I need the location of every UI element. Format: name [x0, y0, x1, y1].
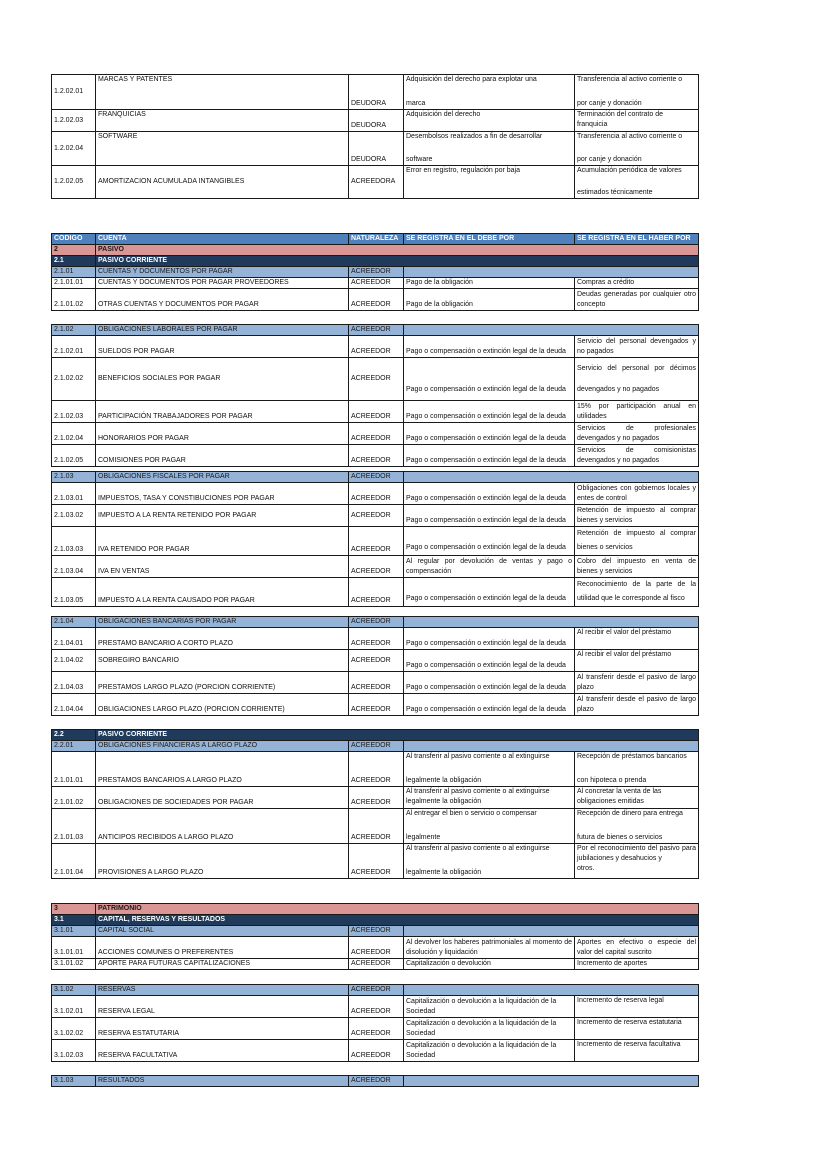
table-row — [52, 1018, 699, 1040]
group-row — [52, 325, 699, 336]
table-row — [52, 672, 699, 694]
debe-text: Pago o compensación o extinción legal de la deuda — [404, 358, 575, 401]
debe-text: Pago o compensación o extinción legal de la deuda — [404, 445, 575, 467]
account-name: OBLIGACIONES LARGO PLAZO (PORCION CORRIENTE) — [96, 694, 349, 716]
header-cuenta: CUENTA — [96, 234, 349, 245]
pasivo-table-1 — [51, 233, 699, 311]
haber-text: Incremento de reserva facultativa — [575, 1040, 699, 1062]
account-code: 3.1.02 — [52, 985, 96, 996]
table-row — [52, 358, 699, 401]
account-name: OBLIGACIONES LABORALES POR PAGAR — [96, 325, 349, 336]
debe-line: Al transferir al pasivo corriente o al extinguirse — [406, 845, 550, 852]
debe-text: Pago o compensación o extinción legal de la deuda — [404, 423, 575, 445]
account-nature: ACREEDOR — [349, 1040, 404, 1062]
table-row — [52, 445, 699, 467]
haber-text: Incremento de reserva legal — [575, 996, 699, 1018]
account-nature: ACREEDORA — [349, 166, 404, 199]
account-code: 2.2 — [52, 730, 96, 741]
account-code: 2 — [52, 245, 96, 256]
account-nature: ACREEDOR — [349, 267, 404, 278]
group-row — [52, 267, 699, 278]
haber-text: Al transferir desde el pasivo de largo plazo — [575, 672, 699, 694]
account-code: 2.1.04.02 — [52, 650, 96, 672]
table-row — [52, 289, 699, 311]
obligaciones-bancarias-table — [51, 616, 699, 716]
debe-text — [404, 75, 575, 110]
empty-cell — [404, 1076, 699, 1087]
debe-line: Al transferir al pasivo corriente o al extinguirse — [406, 788, 550, 795]
account-nature: ACREEDOR — [349, 423, 404, 445]
haber-text: Al recibir el valor del préstamo — [575, 628, 699, 650]
haber-text: Incremento de aportes — [575, 959, 699, 970]
account-code: 2.1.03.01 — [52, 483, 96, 505]
account-nature: ACREEDOR — [349, 289, 404, 311]
account-nature: ACREEDOR — [349, 336, 404, 358]
debe-line: legalmente la obligación — [406, 777, 482, 784]
table-row — [52, 650, 699, 672]
header-naturaleza: NATURALEZA — [349, 234, 404, 245]
account-code: 1.2.02.03 — [52, 110, 96, 132]
haber-line: Terminación del contrato de — [577, 111, 663, 118]
column-header-row — [52, 234, 699, 245]
account-nature: ACREEDOR — [349, 358, 404, 401]
empty-cell — [404, 325, 699, 336]
account-name: FRANQUICIAS — [96, 110, 349, 132]
table-row — [52, 75, 699, 110]
account-nature: ACREEDOR — [349, 556, 404, 578]
account-nature: ACREEDOR — [349, 752, 404, 787]
account-nature: ACREEDOR — [349, 401, 404, 423]
table-row — [52, 401, 699, 423]
subsection-row — [52, 256, 699, 267]
account-code: 2.1.01.02 — [52, 787, 96, 809]
table-row — [52, 483, 699, 505]
empty-cell — [404, 741, 699, 752]
debe-line: Desembolsos realizados a fin de desarrollar — [406, 133, 543, 140]
account-nature: ACREEDOR — [349, 937, 404, 959]
empty-cell — [404, 926, 699, 937]
account-code: 2.1.03.02 — [52, 505, 96, 527]
debe-text: Pago o compensación o extinción legal de la deuda — [404, 672, 575, 694]
debe-line: legalmente la obligación — [406, 798, 482, 805]
account-code: 2.1.01.03 — [52, 809, 96, 844]
obligaciones-fiscales-table — [51, 471, 699, 607]
account-code: 2.1 — [52, 256, 96, 267]
account-code: 3.1.03 — [52, 1076, 96, 1087]
account-nature: ACREEDOR — [349, 1018, 404, 1040]
account-code: 2.1.01.04 — [52, 844, 96, 879]
table-row — [52, 527, 699, 556]
account-name: AMORTIZACION ACUMULADA INTANGIBLES — [96, 166, 349, 199]
account-nature: ACREEDOR — [349, 505, 404, 527]
table-row — [52, 578, 699, 607]
account-name: COMISIONES POR PAGAR — [96, 445, 349, 467]
haber-text: Servicio del personal por décimos devengados y no pagados — [575, 358, 699, 401]
account-nature: ACREEDOR — [349, 617, 404, 628]
account-nature: ACREEDOR — [349, 445, 404, 467]
debe-text: Capitalización o devolución — [404, 959, 575, 970]
account-nature: ACREEDOR — [349, 996, 404, 1018]
account-name: SUELDOS POR PAGAR — [96, 336, 349, 358]
debe-text: Capitalización o devolución a la liquidación de la Sociedad — [404, 1018, 575, 1040]
account-nature: ACREEDOR — [349, 325, 404, 336]
account-name: OBLIGACIONES BANCARIAS POR PAGAR — [96, 617, 349, 628]
debe-line: Al transferir al pasivo corriente o al extinguirse — [406, 753, 550, 760]
debe-line: marca — [406, 100, 426, 107]
account-name: OBLIGACIONES FISCALES POR PAGAR — [96, 472, 349, 483]
section-row-pasivo — [52, 245, 699, 256]
debe-text — [404, 787, 575, 809]
section-row-patrimonio — [52, 904, 699, 915]
group-row — [52, 985, 699, 996]
haber-text: Cobro del impuesto en venta de bienes y servicios — [575, 556, 699, 578]
table-row — [52, 959, 699, 970]
empty-cell — [404, 472, 699, 483]
account-code: 2.1.02.02 — [52, 358, 96, 401]
table-row — [52, 1040, 699, 1062]
debe-line: Adquisición del derecho para explotar una — [406, 76, 537, 83]
empty-cell — [404, 267, 699, 278]
account-name: PROVISIONES A LARGO PLAZO — [96, 844, 349, 879]
debe-text — [404, 809, 575, 844]
account-code: 3.1.02.03 — [52, 1040, 96, 1062]
debe-line: Al entregar el bien o servicio o compensar — [406, 810, 537, 817]
group-row — [52, 741, 699, 752]
haber-line: otros. — [577, 865, 595, 872]
account-nature: ACREEDOR — [349, 628, 404, 650]
haber-line: futura de bienes o servicios — [577, 834, 663, 841]
account-name: BENEFICIOS SOCIALES POR PAGAR — [96, 358, 349, 401]
account-code: 2.1.03.03 — [52, 527, 96, 556]
haber-line: Acumulación periódica de valores — [577, 167, 682, 174]
haber-text: Servicios de profesionales devengados y no pagados — [575, 423, 699, 445]
account-nature: ACREEDOR — [349, 650, 404, 672]
account-code: 2.1.01.01 — [52, 278, 96, 289]
account-code: 2.1.04.04 — [52, 694, 96, 716]
account-nature: DEUDORA — [349, 75, 404, 110]
haber-text: Al recibir el valor del préstamo — [575, 650, 699, 672]
haber-line: obligaciones emitidas — [577, 798, 644, 805]
account-nature: DEUDORA — [349, 110, 404, 132]
account-nature: ACREEDOR — [349, 672, 404, 694]
account-code: 2.1.02 — [52, 325, 96, 336]
table-row — [52, 505, 699, 527]
table-row — [52, 996, 699, 1018]
table-row — [52, 166, 699, 199]
table-row — [52, 336, 699, 358]
account-name: RESERVA LEGAL — [96, 996, 349, 1018]
header-haber: SE REGISTRA EN EL HABER POR — [575, 234, 699, 245]
account-name: OBLIGACIONES DE SOCIEDADES POR PAGAR — [96, 787, 349, 809]
account-code: 2.1.04.01 — [52, 628, 96, 650]
haber-text — [575, 166, 699, 199]
account-name: SOBREGIRO BANCARIO — [96, 650, 349, 672]
account-code: 2.1.02.04 — [52, 423, 96, 445]
account-name: IMPUESTOS, TASA Y CONSTIBUCIONES POR PAGAR — [96, 483, 349, 505]
account-name: PASIVO CORRIENTE — [96, 256, 699, 267]
group-row — [52, 617, 699, 628]
account-name: CUENTAS Y DOCUMENTOS POR PAGAR PROVEEDORES — [96, 278, 349, 289]
haber-line: Por el reconocimiento del pasivo para jubilaciones y desahucios y — [577, 845, 697, 862]
haber-line: por canje y donación — [577, 156, 642, 163]
haber-text: Servicio del personal devengados y no pagados — [575, 336, 699, 358]
haber-text — [575, 110, 699, 132]
account-code: 2.1.01.01 — [52, 752, 96, 787]
group-row — [52, 926, 699, 937]
account-name: IMPUESTO A LA RENTA RETENIDO POR PAGAR — [96, 505, 349, 527]
haber-line: Recepción de dinero para entrega — [577, 810, 683, 817]
haber-text: Deudas generadas por cualquier otro concepto — [575, 289, 699, 311]
debe-text: Pago o compensación o extinción legal de la deuda — [404, 336, 575, 358]
account-name: PASIVO — [96, 245, 699, 256]
haber-text: Retención de impuesto al comprar bienes o servicios — [575, 527, 699, 556]
table-row — [52, 937, 699, 959]
account-nature: ACREEDOR — [349, 578, 404, 607]
table-row — [52, 423, 699, 445]
account-code: 1.2.02.04 — [52, 132, 96, 166]
account-name: CUENTAS Y DOCUMENTOS POR PAGAR — [96, 267, 349, 278]
haber-text: Al transferir desde el pasivo de largo plazo — [575, 694, 699, 716]
account-code: 2.1.02.05 — [52, 445, 96, 467]
account-code: 2.1.03.04 — [52, 556, 96, 578]
account-name: IVA EN VENTAS — [96, 556, 349, 578]
account-name: MARCAS Y PATENTES — [96, 75, 349, 110]
account-nature: ACREEDOR — [349, 741, 404, 752]
table-row — [52, 110, 699, 132]
debe-line: software — [406, 156, 433, 163]
account-nature: ACREEDOR — [349, 985, 404, 996]
haber-line: estimados técnicamente — [577, 189, 653, 196]
account-code: 2.2.01 — [52, 741, 96, 752]
account-nature: ACREEDOR — [349, 527, 404, 556]
debe-text: Pago de la obligación — [404, 278, 575, 289]
account-code: 3.1.02.02 — [52, 1018, 96, 1040]
haber-line: Transferencia al activo corriente o — [577, 76, 683, 83]
haber-text — [575, 809, 699, 844]
empty-cell — [404, 617, 699, 628]
debe-text: Pago o compensación o extinción legal de la deuda — [404, 650, 575, 672]
debe-text — [404, 132, 575, 166]
account-name: HONORARIOS POR PAGAR — [96, 423, 349, 445]
pasivo-largo-plazo-table — [51, 729, 699, 879]
haber-text: Obligaciones con gobiernos locales y entes de control — [575, 483, 699, 505]
account-code: 3.1.01 — [52, 926, 96, 937]
table-row — [52, 694, 699, 716]
haber-text — [575, 844, 699, 879]
patrimonio-table — [51, 903, 699, 970]
intangibles-table — [51, 74, 699, 199]
account-code: 2.1.03.05 — [52, 578, 96, 607]
account-code: 3.1 — [52, 915, 96, 926]
account-code: 1.2.02.05 — [52, 166, 96, 199]
account-name: OTRAS CUENTAS Y DOCUMENTOS POR PAGAR — [96, 289, 349, 311]
account-name: SOFTWARE — [96, 132, 349, 166]
haber-text: Incremento de reserva estatutaria — [575, 1018, 699, 1040]
table-row — [52, 556, 699, 578]
account-code: 3.1.01.01 — [52, 937, 96, 959]
haber-text — [575, 787, 699, 809]
account-nature: ACREEDOR — [349, 1076, 404, 1087]
group-row — [52, 1076, 699, 1087]
debe-text: Capitalización o devolución a la liquidación de la Sociedad — [404, 1040, 575, 1062]
table-row — [52, 278, 699, 289]
account-name: ANTICIPOS RECIBIDOS A LARGO PLAZO — [96, 809, 349, 844]
account-nature: ACREEDOR — [349, 787, 404, 809]
debe-text: Al devolver los haberes patrimoniales al momento de disolución y liquidación — [404, 937, 575, 959]
account-name: RESERVA ESTATUTARIA — [96, 1018, 349, 1040]
account-code: 2.1.02.01 — [52, 336, 96, 358]
account-nature: ACREEDOR — [349, 926, 404, 937]
haber-line: Recepción de préstamos bancarios — [577, 753, 687, 760]
account-nature: DEUDORA — [349, 132, 404, 166]
account-name: CAPITAL, RESERVAS Y RESULTADOS — [96, 915, 699, 926]
haber-text — [575, 75, 699, 110]
account-nature: ACREEDOR — [349, 483, 404, 505]
account-name: APORTE PARA FUTURAS CAPITALIZACIONES — [96, 959, 349, 970]
haber-text: Retención de impuesto al comprar bienes y servicios — [575, 505, 699, 527]
account-nature: ACREEDOR — [349, 844, 404, 879]
obligaciones-laborales-table — [51, 324, 699, 467]
account-nature: ACREEDOR — [349, 694, 404, 716]
account-code: 3.1.02.01 — [52, 996, 96, 1018]
account-name: RESERVA FACULTATIVA — [96, 1040, 349, 1062]
account-code: 2.1.04.03 — [52, 672, 96, 694]
debe-text: Pago o compensación o extinción legal de la deuda — [404, 483, 575, 505]
debe-text: Pago o compensación o extinción legal de la deuda — [404, 401, 575, 423]
group-row — [52, 472, 699, 483]
debe-text: Capitalización o devolución a la liquidación de la Sociedad — [404, 996, 575, 1018]
debe-text: Pago de la obligación — [404, 289, 575, 311]
account-nature: ACREEDOR — [349, 472, 404, 483]
debe-text: Pago o compensación o extinción legal de la deuda — [404, 694, 575, 716]
haber-line: Al concretar la venta de las — [577, 788, 662, 795]
header-codigo: CODIGO — [52, 234, 96, 245]
table-row — [52, 844, 699, 879]
account-name: PASIVO CORRIENTE — [96, 730, 699, 741]
debe-line: legalmente la obligación — [406, 869, 482, 876]
empty-cell — [404, 985, 699, 996]
debe-line: legalmente — [406, 834, 441, 841]
haber-text: 15% por participación anual en utilidades — [575, 401, 699, 423]
haber-text — [575, 132, 699, 166]
account-name: RESULTADOS — [96, 1076, 349, 1087]
debe-text: Error en registro, regulación por baja — [404, 166, 575, 199]
account-name: PRESTAMO BANCARIO A CORTO PLAZO — [96, 628, 349, 650]
haber-text: Servicios de comisionistas devengados y no pagados — [575, 445, 699, 467]
account-nature: ACREEDOR — [349, 278, 404, 289]
subsection-row — [52, 915, 699, 926]
table-row — [52, 132, 699, 166]
table-row — [52, 787, 699, 809]
debe-text — [404, 752, 575, 787]
account-code: 3.1.01.02 — [52, 959, 96, 970]
subsection-row — [52, 730, 699, 741]
haber-line: por canje y donación — [577, 100, 642, 107]
reservas-table — [51, 984, 699, 1062]
resultados-table — [51, 1075, 699, 1087]
debe-text: Pago o compensación o extinción legal de la deuda — [404, 527, 575, 556]
account-code: 1.2.02.01 — [52, 75, 96, 110]
haber-text: Compras a crédito — [575, 278, 699, 289]
debe-text: Adquisición del derecho — [404, 110, 575, 132]
account-name: IMPUESTO A LA RENTA CAUSADO POR PAGAR — [96, 578, 349, 607]
account-name: CAPITAL SOCIAL — [96, 926, 349, 937]
account-code: 2.1.03 — [52, 472, 96, 483]
table-row — [52, 809, 699, 844]
account-code: 2.1.04 — [52, 617, 96, 628]
account-name: PARTICIPACIÓN TRABAJADORES POR PAGAR — [96, 401, 349, 423]
account-name: OBLIGACIONES FINANCIERAS A LARGO PLAZO — [96, 741, 349, 752]
debe-text: Pago o compensación o extinción legal de la deuda — [404, 505, 575, 527]
account-name: PRESTAMOS BANCARIOS A LARGO PLAZO — [96, 752, 349, 787]
haber-text: Reconocimiento de la parte de la utilidad que le corresponde al fisco — [575, 578, 699, 607]
account-nature: ACREEDOR — [349, 809, 404, 844]
table-row — [52, 628, 699, 650]
account-code: 2.1.02.03 — [52, 401, 96, 423]
account-code: 2.1.01.02 — [52, 289, 96, 311]
header-debe: SE REGISTRA EN EL DEBE POR — [404, 234, 575, 245]
haber-line: con hipoteca o prenda — [577, 777, 647, 784]
account-name: IVA RETENIDO POR PAGAR — [96, 527, 349, 556]
table-row — [52, 752, 699, 787]
debe-text — [404, 844, 575, 879]
account-code: 2.1.01 — [52, 267, 96, 278]
account-nature: ACREEDOR — [349, 959, 404, 970]
haber-text — [575, 752, 699, 787]
debe-text: Pago o compensación o extinción legal de la deuda — [404, 628, 575, 650]
account-name: RESERVAS — [96, 985, 349, 996]
account-code: 3 — [52, 904, 96, 915]
haber-text: Aportes en efectivo o especie del valor del capital suscrito — [575, 937, 699, 959]
debe-text: Al regular por devolución de ventas y pago o compensación — [404, 556, 575, 578]
account-name: PRESTAMOS LARGO PLAZO (PORCION CORRIENTE) — [96, 672, 349, 694]
haber-line: Transferencia al activo corriente o — [577, 133, 683, 140]
debe-text: Pago o compensación o extinción legal de la deuda — [404, 578, 575, 607]
haber-line: franquicia — [577, 121, 608, 128]
account-name: PATRIMONIO — [96, 904, 699, 915]
account-name: ACCIONES COMUNES O PREFERENTES — [96, 937, 349, 959]
